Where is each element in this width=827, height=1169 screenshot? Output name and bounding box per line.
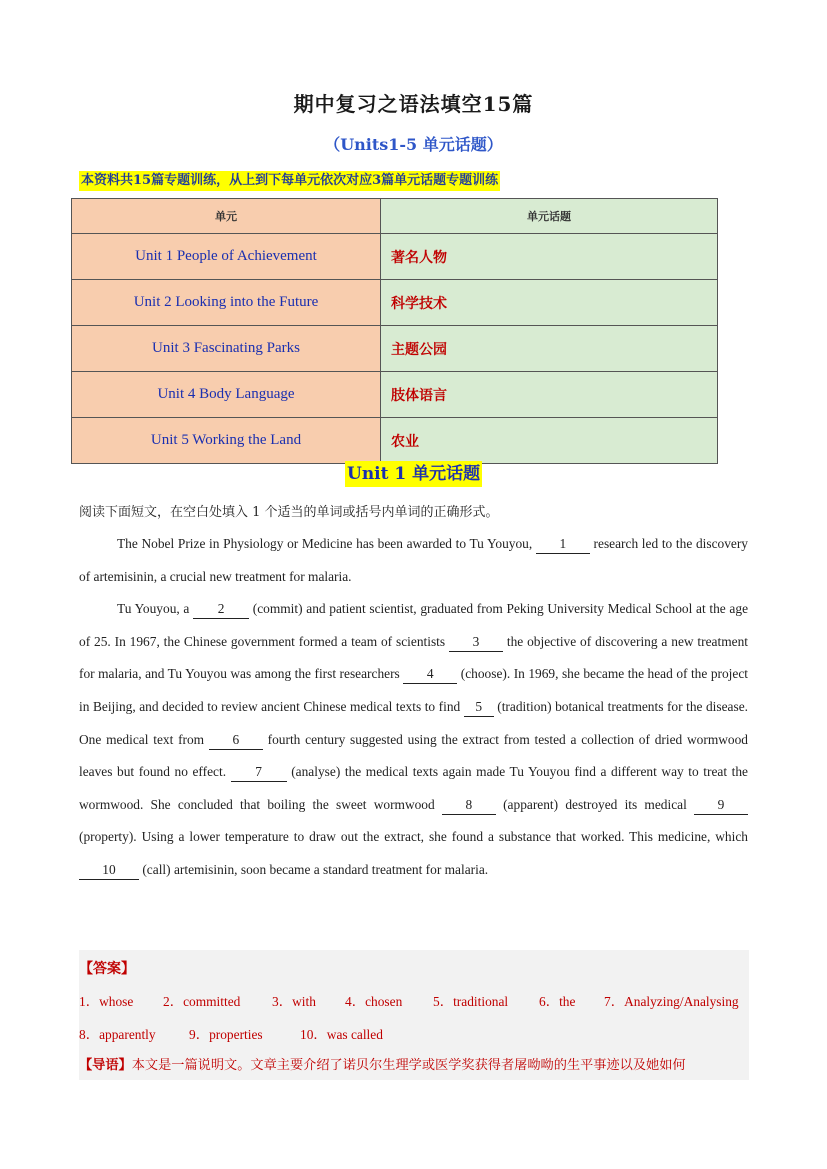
answer-item: 3．with — [272, 994, 316, 1009]
table-header-row — [72, 199, 718, 234]
answer-item: 1．whose — [79, 994, 134, 1009]
table-row — [72, 326, 718, 372]
answer-label: 【答案】 — [79, 961, 135, 977]
intro-label: 【导语】 — [79, 1058, 132, 1073]
answer-blank-10[interactable]: 10 — [79, 861, 139, 880]
table-row — [72, 372, 718, 418]
passage-paragraph-2 — [79, 593, 748, 886]
exercise-instruction: 阅读下面短文，在空白处填入 1 个适当的单词或括号内单词的正确形式。 — [79, 505, 499, 520]
passage-text: (call) artemisinin, soon became a standard treatment for malaria. — [139, 861, 489, 877]
table-row — [72, 418, 718, 464]
answer-item: 4．chosen — [345, 994, 403, 1009]
passage-text: (tradition) botanical treatments for the disease. One medical text from — [79, 698, 748, 747]
unit-topic-table — [71, 198, 718, 464]
passage-text: fourth century suggested using the extract from tested a collection of dried wormwood leaves but found no effect. — [79, 731, 748, 780]
passage-text: The Nobel Prize in Physiology or Medicine has been awarded to Tu Youyou, — [117, 536, 536, 551]
answer-blank-5[interactable]: 5 — [464, 698, 494, 717]
unit-topic-cell: 肢体语言 — [381, 372, 718, 418]
answer-item: 5．traditional — [433, 994, 509, 1009]
answer-item: 10．was called — [300, 1027, 383, 1042]
page-title: 期中复习之语法填空15篇 — [293, 92, 534, 116]
table-row — [72, 234, 718, 280]
passage-text: the objective of discovering a new treatment for malaria, and Tu Youyou was among the first researchers — [79, 633, 748, 682]
answer-blank-3[interactable]: 3 — [449, 633, 503, 652]
answer-item: 8．apparently — [79, 1027, 156, 1042]
highlight-banner: 本资料共15篇专题训练，从上到下每单元依次对应3篇单元话题专题训练 — [79, 171, 500, 191]
answer-item: 6．the — [539, 994, 576, 1009]
passage-text: (property). Using a lower temperature to draw out the extract, she found a substance that worked. This medicine, which — [79, 829, 748, 845]
passage-paragraph-1 — [79, 528, 748, 593]
answer-blank-1[interactable]: 1 — [536, 535, 590, 554]
unit-name-cell: Unit 5 Working the Land — [72, 418, 381, 464]
reading-passage — [79, 528, 748, 887]
answer-item: 7．Analyzing/Analysing — [604, 994, 739, 1009]
unit-name-cell: Unit 1 People of Achievement — [72, 234, 381, 280]
unit-topic-cell: 农业 — [381, 418, 718, 464]
passage-text: (analyse) the medical texts again made Tu Youyou find a different way to treat the wormwood. She concluded that boiling the sweet wormwood — [79, 764, 749, 812]
answer-blank-7[interactable]: 7 — [231, 763, 287, 782]
table-row — [72, 280, 718, 326]
column-header-unit: 单元 — [72, 199, 381, 234]
intro-note — [79, 1054, 751, 1073]
section-heading: Unit 1 单元话题 — [345, 461, 482, 487]
answer-item: 9．properties — [189, 1027, 263, 1042]
unit-name-cell: Unit 4 Body Language — [72, 372, 381, 418]
intro-text: 本文是一篇说明文。文章主要介绍了诺贝尔生理学或医学奖获得者屠呦呦的生平事迹以及她如何 — [131, 1058, 686, 1073]
unit-name-cell: Unit 2 Looking into the Future — [72, 280, 381, 326]
unit-topic-cell: 主题公园 — [381, 326, 718, 372]
column-header-topic: 单元话题 — [381, 199, 718, 234]
answer-item: 2．committed — [163, 994, 241, 1009]
answer-blank-9[interactable]: 9 — [694, 796, 748, 815]
answer-blank-8[interactable]: 8 — [442, 796, 496, 815]
answer-blank-4[interactable]: 4 — [403, 665, 457, 684]
passage-text: (apparent) destroyed its medical — [495, 796, 694, 812]
unit-topic-cell: 科学技术 — [381, 280, 718, 326]
page-subtitle: （Units1-5 单元话题） — [324, 135, 503, 154]
unit-topic-cell: 著名人物 — [381, 234, 718, 280]
passage-text: (choose). In 1969, she became the head of the project in Beijing, and decided to review ancient Chinese medical texts to find — [79, 666, 748, 714]
passage-text: research led to the discovery of artemisinin, a crucial new treatment for malaria. — [79, 536, 749, 584]
passage-text: (commit) and patient scientist, graduated from Peking University Medical School at the age of 25. In 1967, the Chinese government formed a team of scientists — [79, 601, 749, 649]
passage-text: Tu Youyou, a — [117, 601, 194, 617]
answer-blank-2[interactable]: 2 — [193, 600, 249, 619]
answer-blank-6[interactable]: 6 — [209, 731, 263, 750]
unit-name-cell: Unit 3 Fascinating Parks — [72, 326, 381, 372]
